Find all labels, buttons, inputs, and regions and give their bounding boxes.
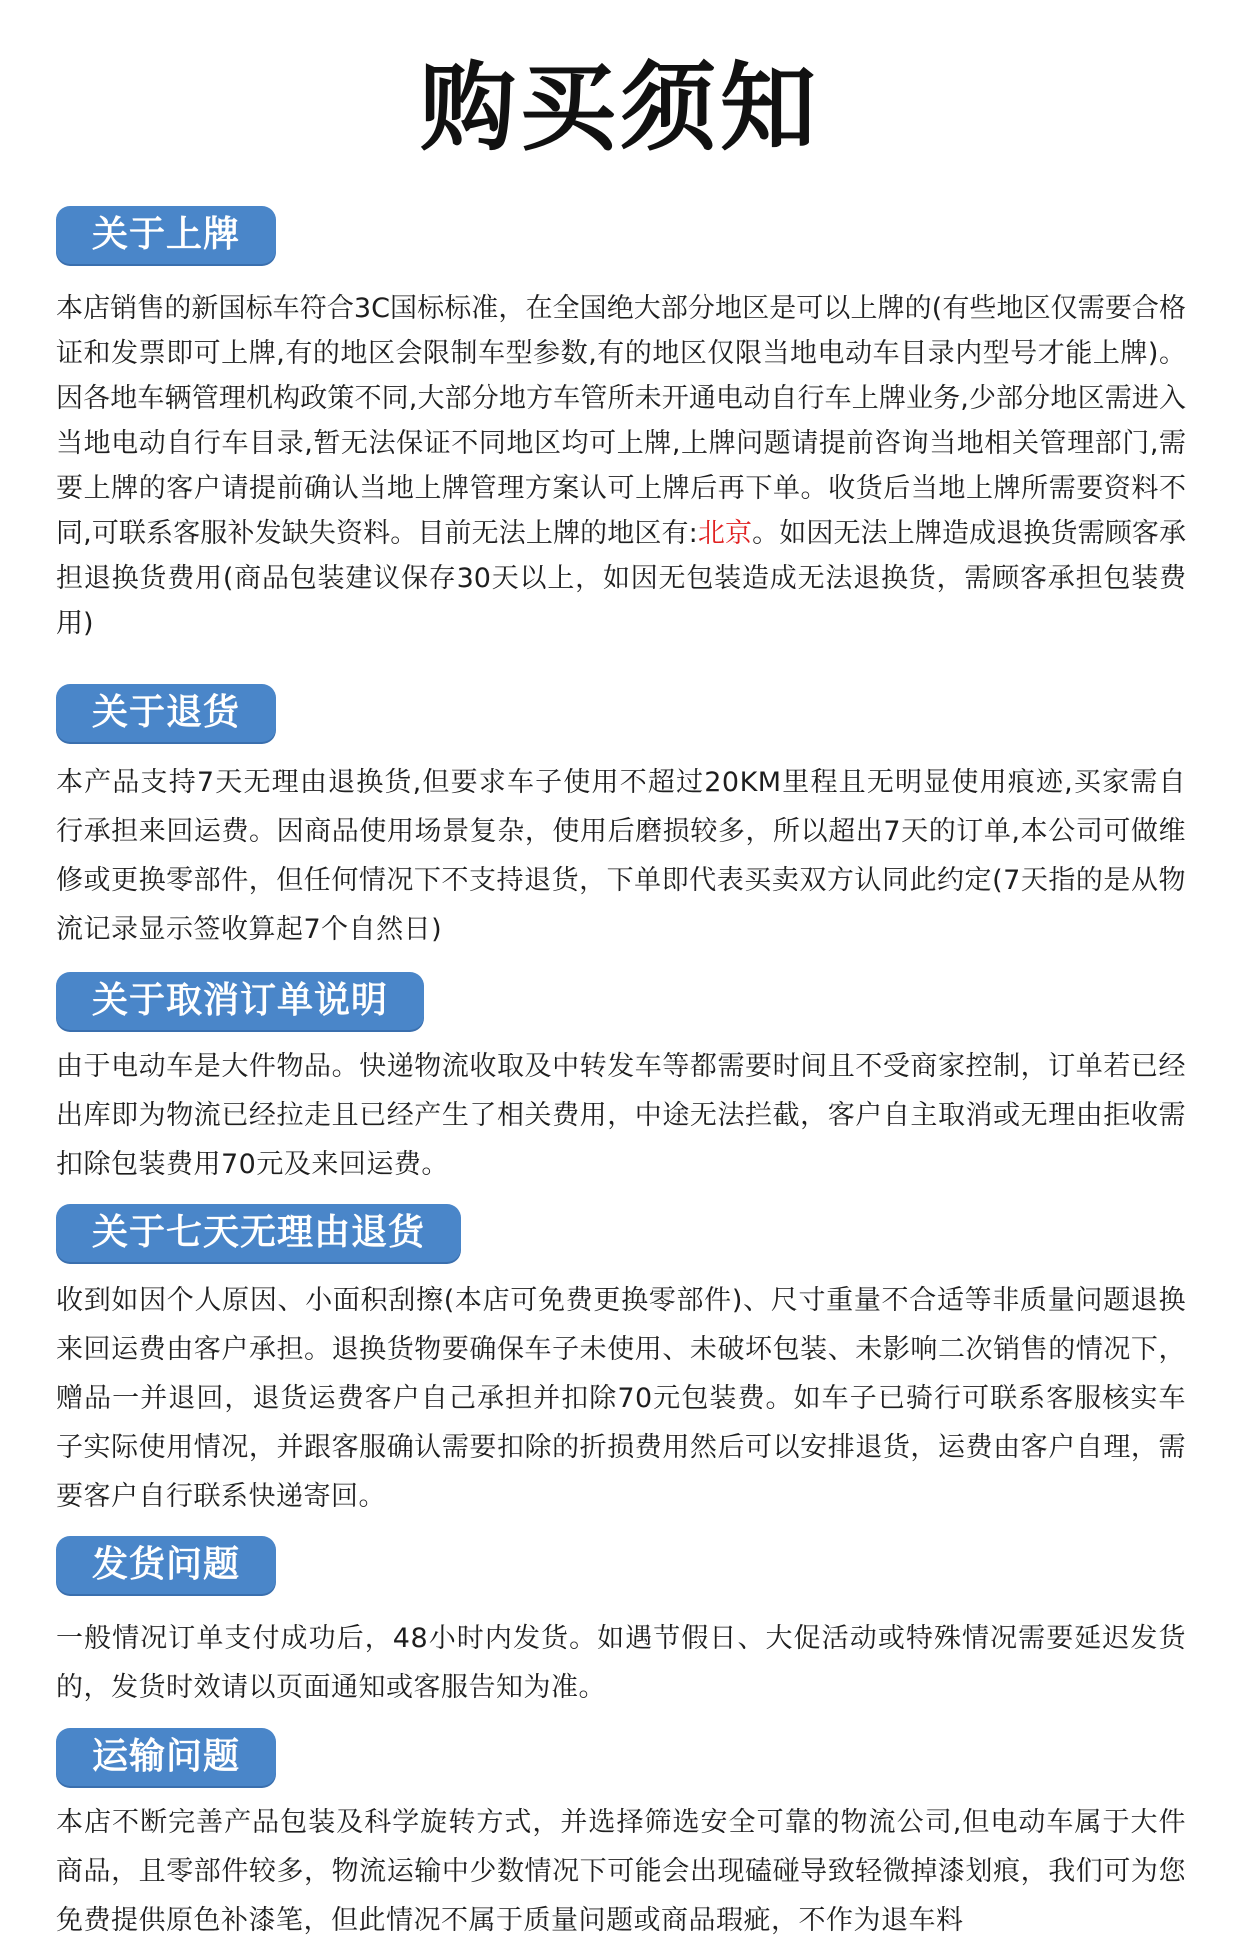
section-heading-badge: 关于上牌 bbox=[56, 206, 276, 264]
section-heading-badge: 发货问题 bbox=[56, 1536, 276, 1594]
section-heading-badge: 关于七天无理由退货 bbox=[56, 1204, 461, 1262]
section-shipping bbox=[56, 1536, 1186, 1712]
paragraph-text-before: 本店销售的新国标车符合3C国标标准，在全国绝大部分地区是可以上牌的(有些地区仅需要合格证和发票即可上牌,有的地区会限制车型参数,有的地区仅限当地电动车目录内型号才能上牌)。因各地车辆管理机构政策不同,大部分地方车管所未开通电动自行车上牌业务,少部分地区需进入当地电动自行车目录,暂无法保证不同地区均可上牌,上牌问题请提前咨询当地相关管理部门,需要上牌的客户请提前确认当地上牌管理方案认可上牌后再下单。收货后当地上牌所需要资料不同,可联系客服补发缺失资料。目前无法上牌的地区有: bbox=[56, 293, 1186, 549]
section-paragraph: 一般情况订单支付成功后，48小时内发货。如遇节假日、大促活动或特殊情况需要延迟发货的，发货时效请以页面通知或客服告知为准。 bbox=[56, 1623, 1186, 1703]
section-paragraph: 本产品支持7天无理由退换货,但要求车子使用不超过20KM里程且无明显使用痕迹,买家需自行承担来回运费。因商品使用场景复杂，使用后磨损较多，所以超出7天的订单,本公司可做维修或更换零部件，但任何情况下不支持退货，下单即代表买卖双方认同此约定(7天指的是从物流记录显示签收算起7个自然日) bbox=[56, 767, 1186, 945]
page-title: 购买须知 bbox=[420, 52, 820, 164]
section-order-cancellation bbox=[56, 972, 1186, 1189]
section-paragraph: 由于电动车是大件物品。快递物流收取及中转发车等都需要时间且不受商家控制，订单若已经出库即为物流已经拉走且已经产生了相关费用，中途无法拦截，客户自主取消或无理由拒收需扣除包装费用70元及来回运费。 bbox=[56, 1051, 1186, 1180]
section-transport bbox=[56, 1728, 1186, 1945]
section-seven-day-returns bbox=[56, 1204, 1186, 1521]
section-heading-badge: 关于取消订单说明 bbox=[56, 972, 424, 1030]
section-paragraph bbox=[56, 286, 1186, 646]
section-heading-badge: 关于退货 bbox=[56, 684, 276, 742]
paragraph-text-after: 。如因无法上牌造成退换货需顾客承担退换货费用(商品包装建议保存30天以上，如因无包装造成无法退换货，需顾客承担包装费用) bbox=[56, 518, 1187, 639]
section-returns bbox=[56, 684, 1186, 954]
section-paragraph: 本店不断完善产品包装及科学旋转方式，并选择筛选安全可靠的物流公司,但电动车属于大件商品，且零部件较多，物流运输中少数情况下可能会出现磕碰导致轻微掉漆划痕，我们可为您免费提供原色补漆笔，但此情况不属于质量问题或商品瑕疵，不作为退车料 bbox=[56, 1807, 1186, 1936]
highlight-region: 北京 bbox=[697, 518, 753, 549]
section-paragraph: 收到如因个人原因、小面积刮擦(本店可免费更换零部件)、尺寸重量不合适等非质量问题退换来回运费由客户承担。退换货物要确保车子未使用、未破坏包装、未影响二次销售的情况下，赠品一并退回，退货运费客户自己承担并扣除70元包装费。如车子已骑行可联系客服核实车子实际使用情况，并跟客服确认需要扣除的折损费用然后可以安排退货，运费由客户自理，需要客户自行联系快递寄回。 bbox=[56, 1285, 1186, 1512]
section-heading-badge: 运输问题 bbox=[56, 1728, 276, 1786]
section-license-plate bbox=[56, 206, 1186, 646]
